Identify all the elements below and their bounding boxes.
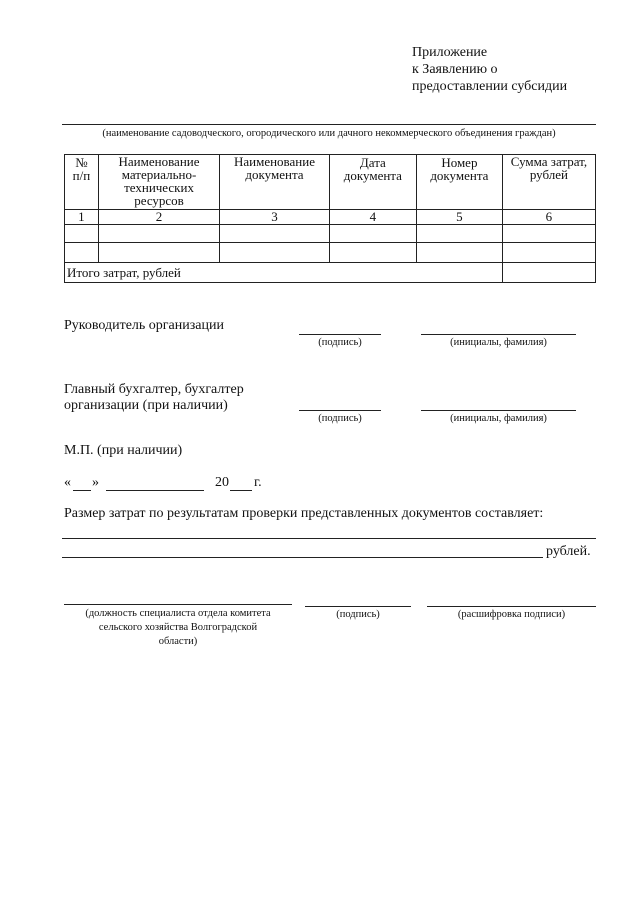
appendix-header xyxy=(412,44,567,95)
col-number-cell: 2 xyxy=(98,210,219,225)
accountant-label-1: Главный бухгалтер, бухгалтер xyxy=(64,382,244,397)
col-header-doc-date: Дата документа xyxy=(329,155,416,210)
total-label: Итого затрат, рублей xyxy=(65,263,503,283)
table-cell xyxy=(416,243,502,263)
head-name-caption: (инициалы, фамилия) xyxy=(450,337,547,348)
table-cell xyxy=(502,243,595,263)
table-cell xyxy=(98,243,219,263)
accountant-name-line xyxy=(421,410,576,411)
specialist-position-caption xyxy=(64,607,292,649)
specialist-decoding-line xyxy=(427,606,596,607)
table-cell xyxy=(65,243,99,263)
result-currency: рублей. xyxy=(546,544,591,559)
result-statement: Размер затрат по результатам проверки представленных документов составляет: xyxy=(64,506,544,521)
specialist-position-caption-3: области) xyxy=(158,636,198,647)
date-day-line xyxy=(73,490,91,491)
date-year-suffix: г. xyxy=(254,475,262,490)
col-number-cell: 4 xyxy=(329,210,416,225)
accountant-signature-caption: (подпись) xyxy=(318,413,362,424)
table-row xyxy=(65,243,596,263)
date-open-quote: « xyxy=(64,475,71,490)
head-signature-caption: (подпись) xyxy=(318,337,362,348)
date-month-line xyxy=(106,490,204,491)
table-header-row xyxy=(65,155,596,210)
appendix-subject: предоставлении субсидии xyxy=(412,79,568,94)
specialist-signature-line xyxy=(305,606,411,607)
org-name-line xyxy=(62,124,596,125)
col-header-number: № п/п xyxy=(65,155,99,210)
col-header-doc-name: Наименование документа xyxy=(220,155,330,210)
col-number-cell: 3 xyxy=(220,210,330,225)
table-cell xyxy=(329,243,416,263)
date-year-line xyxy=(230,490,252,491)
col-number-cell: 6 xyxy=(502,210,595,225)
accountant-signature-line xyxy=(299,410,381,411)
accountant-label-2: организации (при наличии) xyxy=(64,398,228,413)
specialist-position-caption-2: сельского хозяйства Волгоградской xyxy=(98,622,258,633)
date-year-prefix: 20 xyxy=(215,475,229,490)
table-row xyxy=(65,225,596,243)
specialist-position-caption-1: (должность специалиста отдела комитета xyxy=(85,608,271,619)
stamp-label: М.П. (при наличии) xyxy=(64,443,183,458)
result-line-2 xyxy=(62,557,543,558)
table-row xyxy=(65,210,596,225)
date-close-quote: » xyxy=(92,475,99,490)
expenses-table xyxy=(64,154,596,283)
table-total-row xyxy=(65,263,596,283)
head-name-line xyxy=(421,334,576,335)
result-line-1 xyxy=(62,538,596,539)
total-value xyxy=(502,263,595,283)
table-cell xyxy=(329,225,416,243)
col-number-cell: 1 xyxy=(65,210,99,225)
specialist-position-line xyxy=(64,604,292,605)
head-label: Руководитель организации xyxy=(64,318,224,333)
table-cell xyxy=(65,225,99,243)
col-header-doc-number: Номер документа xyxy=(416,155,502,210)
appendix-title: Приложение xyxy=(412,45,488,60)
specialist-decoding-caption: (расшифровка подписи) xyxy=(457,609,566,620)
table-cell xyxy=(98,225,219,243)
col-header-sum: Сумма затрат, рублей xyxy=(502,155,595,210)
col-header-resources: Наименование материально-технических ресурсов xyxy=(98,155,219,210)
accountant-name-caption: (инициалы, фамилия) xyxy=(450,413,547,424)
table-cell xyxy=(220,243,330,263)
head-signature-line xyxy=(299,334,381,335)
table-cell xyxy=(220,225,330,243)
org-name-caption: (наименование садоводческого, огородического или дачного некоммерческого объединения граждан) xyxy=(102,128,556,139)
col-number-cell: 5 xyxy=(416,210,502,225)
table-cell xyxy=(502,225,595,243)
specialist-signature-caption: (подпись) xyxy=(336,609,380,620)
appendix-ref: к Заявлению о xyxy=(412,62,498,77)
table-cell xyxy=(416,225,502,243)
